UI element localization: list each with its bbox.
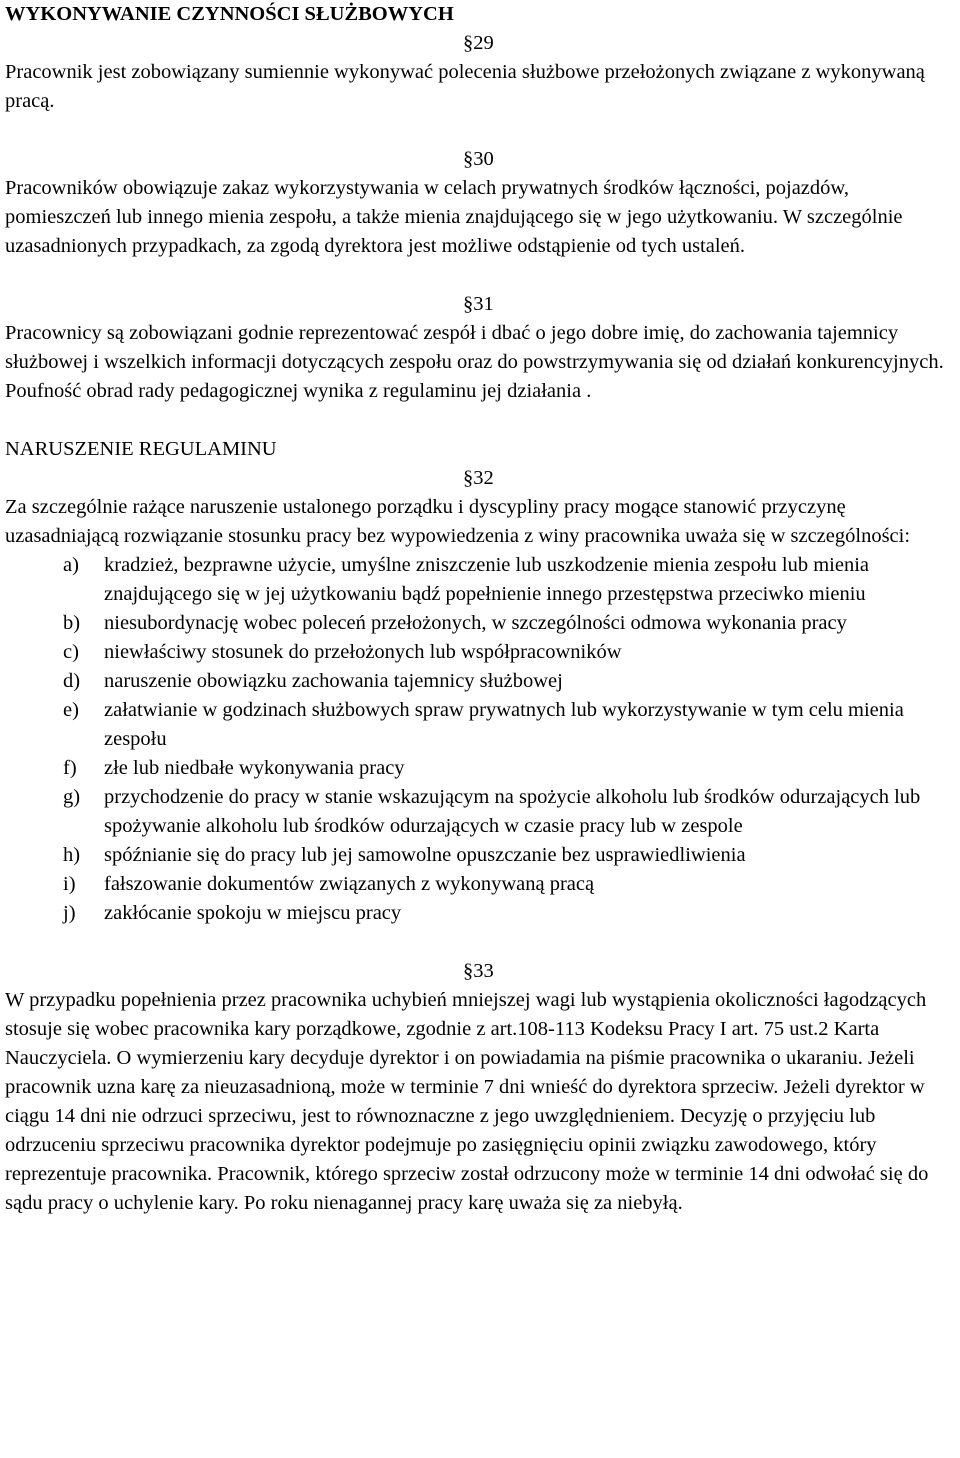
paragraph-number-29: §29	[463, 32, 494, 54]
list-item-letter: d)	[63, 670, 81, 692]
list-item	[5, 609, 957, 638]
list-item-text: niesubordynację wobec poleceń przełożonych, w szczególności odmowa wykonania pracy	[104, 612, 847, 634]
paragraph-31-text: Pracownicy są zobowiązani godnie reprezentować zespół i dbać o jego dobre imię, do zachowania tajemnicy służbowej i wszelkich informacji dotyczących zespołu oraz do powstrzymywania się od działań konkurencyjnych. Poufność obrad rady pedagogicznej wynika z regulaminu jej działania .	[5, 322, 944, 402]
list-item-text: niewłaściwy stosunek do przełożonych lub współpracowników	[104, 641, 622, 663]
spacer	[5, 261, 957, 290]
paragraph-29-text: Pracownik jest zobowiązany sumiennie wykonywać polecenia służbowe przełożonych związane z wykonywaną pracą.	[5, 61, 925, 112]
list-item	[5, 551, 957, 609]
list-item-letter: b)	[63, 612, 81, 634]
list-item-letter: c)	[63, 641, 79, 663]
section-heading-wykonywanie: WYKONYWANIE CZYNNOŚCI SŁUŻBOWYCH	[5, 3, 454, 25]
paragraph-33-text: W przypadku popełnienia przez pracownika uchybień mniejszej wagi lub wystąpienia okoliczności łagodzących stosuje się wobec pracownika kary porządkowe, zgodnie z art.108-113 Kodeksu Pracy I art. 75 ust.2 Karta Nauczyciela. O wymierzeniu kary decyduje dyrektor i on powiadamia na piśmie pracownika o ukaraniu. Jeżeli pracownik uzna karę za nieuzasadnioną, może w terminie 7 dni wnieść do dyrektora sprzeciw. Jeżeli dyrektor w ciągu 14 dni nie odrzuci sprzeciwu, jest to równoznaczne z jego uwzględnieniem. Decyzję o przyjęciu lub odrzuceniu sprzeciwu pracownika dyrektor podejmuje po zasięgnięciu opinii związku zawodowego, który reprezentuje pracownika. Pracownik, którego sprzeciw został odrzucony może w terminie 14 dni odwołać się do sądu pracy o uchylenie kary. Po roku nienagannej pracy karę uważa się za niebyłą.	[5, 989, 929, 1214]
list-item-text: załatwianie w godzinach służbowych spraw prywatnych lub wykorzystywanie w tym celu mienia zespołu	[104, 699, 904, 750]
list-item	[5, 696, 957, 754]
list-item-letter: g)	[63, 786, 81, 808]
list-item-text: zakłócanie spokoju w miejscu pracy	[104, 902, 402, 924]
list-item-letter: a)	[63, 554, 79, 576]
paragraph-number-32: §32	[463, 467, 494, 489]
list-item	[5, 783, 957, 841]
paragraph-30-text: Pracowników obowiązuje zakaz wykorzystywania w celach prywatnych środków łączności, pojazdów, pomieszczeń lub innego mienia zespołu, a także mienia znajdującego się w jego użytkowaniu. W szczególnie uzasadnionych przypadkach, za zgodą dyrektora jest możliwe odstąpienie od tych ustaleń.	[5, 177, 903, 257]
list-item-letter: e)	[63, 699, 79, 721]
list-item-letter: i)	[63, 873, 76, 895]
list-item-text: fałszowanie dokumentów związanych z wykonywaną pracą	[104, 873, 595, 895]
list-item-text: złe lub niedbałe wykonywania pracy	[104, 757, 405, 779]
spacer	[5, 928, 957, 957]
spacer	[5, 406, 957, 435]
list-item-text: kradzież, bezprawne użycie, umyślne zniszczenie lub uszkodzenie mienia zespołu lub mienia znajdującego się w jej użytkowaniu bądź popełnienie innego przestępstwa przeciwko mieniu	[104, 554, 870, 605]
list-item-text: spóźnianie się do pracy lub jej samowolne opuszczanie bez usprawiedliwienia	[104, 844, 746, 866]
list-item-text: przychodzenie do pracy w stanie wskazującym na spożycie alkoholu lub środków odurzających lub spożywanie alkoholu lub środków odurzających w czasie pracy lub w zespole	[104, 786, 921, 837]
list-item	[5, 638, 957, 667]
list-item	[5, 899, 957, 928]
spacer	[5, 116, 957, 145]
list-item-letter: j)	[63, 902, 76, 924]
list-item-text: naruszenie obowiązku zachowania tajemnicy służbowej	[104, 670, 563, 692]
list-item	[5, 870, 957, 899]
paragraph-32-intro: Za szczególnie rażące naruszenie ustalonego porządku i dyscypliny pracy mogące stanowić przyczynę uzasadniającą rozwiązanie stosunku pracy bez wypowiedzenia z winy pracownika uważa się w szczególności:	[5, 496, 911, 547]
list-item-letter: f)	[63, 757, 77, 779]
paragraph-number-31: §31	[463, 293, 494, 315]
list-item	[5, 841, 957, 870]
list-item	[5, 754, 957, 783]
paragraph-number-33: §33	[463, 960, 494, 982]
paragraph-number-30: §30	[463, 148, 494, 170]
list-item-letter: h)	[63, 844, 81, 866]
document-page	[5, 0, 957, 1218]
violations-list	[5, 551, 957, 928]
list-item	[5, 667, 957, 696]
section-heading-naruszenie: NARUSZENIE REGULAMINU	[5, 438, 277, 460]
